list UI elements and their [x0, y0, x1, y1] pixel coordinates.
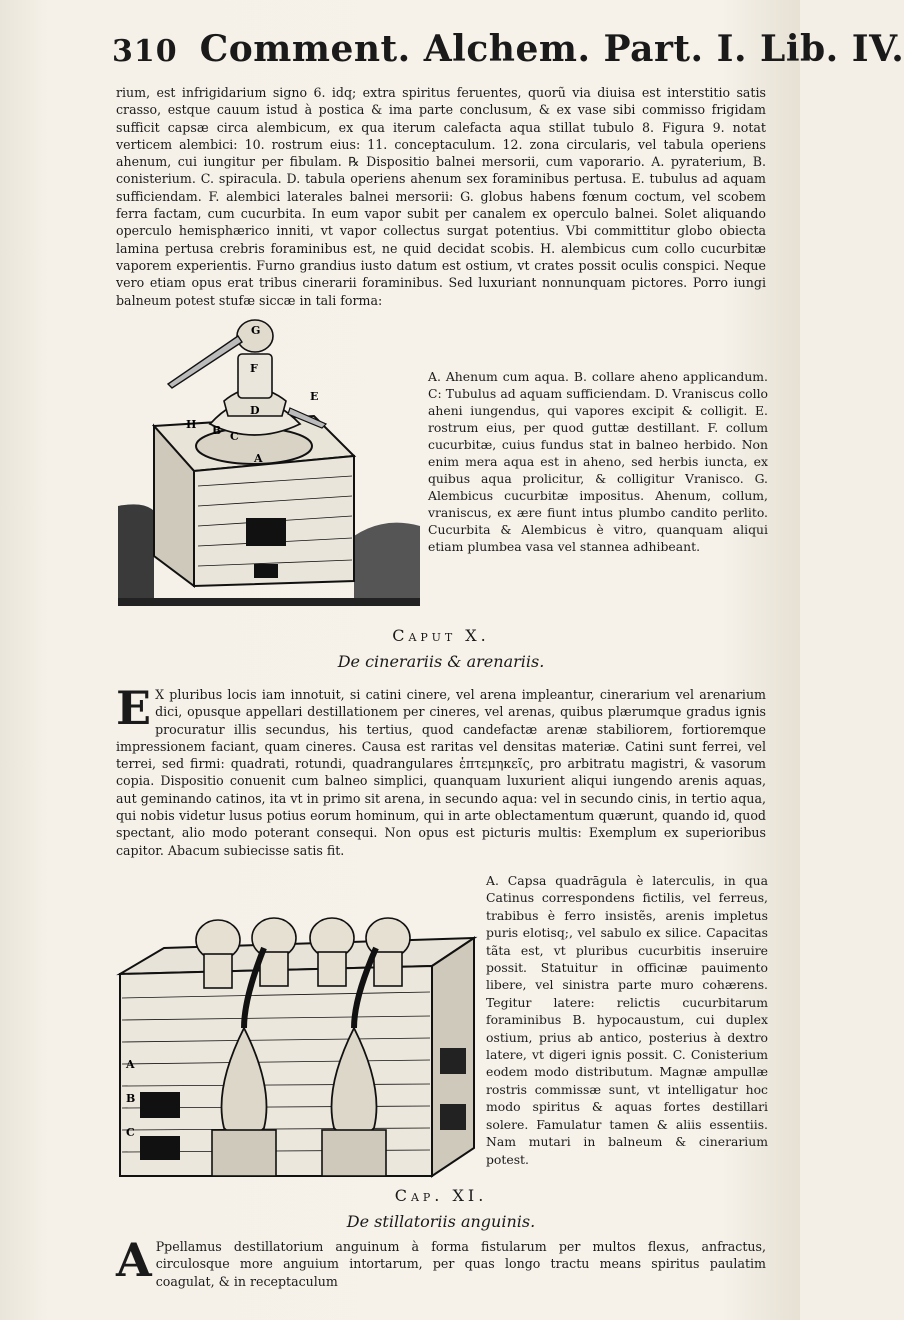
chapter-10-dropcap: E	[116, 681, 152, 735]
figure-2-caption: A. Capsa quadrāgula è laterculis, in qua Catinus correspondens fictilis, vel ferreus, trabibus è ferro insistẽs, arenis impletus puris elotisq;, vel sabulo ex silice. Capacitas tãta est, vt pluribus cucurbitis inseruire possit. Statuitur in officinæ pauimento libere, vel sinistra parte muro cohærens. Tegitur latere: relictis cucurbitarum foraminibus B. hypocaustum, cui duplex ostium, prius ab antico, posterius à dextro latere, vt digeri ignis possit. C. Conisterium eodem modo distributum. Magnæ ampullæ rostris commissæ sunt, vt intelligatur hoc modo spiritus & aquas fortes destillari solere. Famulatur tamen & aliis essentiis. Nam mutari in balneum & cinerarium potest.	[486, 873, 768, 1167]
chapter-11-heading: Cap. XI.	[394, 1186, 488, 1205]
chapter-10-body	[116, 681, 766, 859]
figure-2-illustration	[114, 908, 478, 1182]
fig1-label-c: C	[230, 430, 239, 443]
figure-capsa-arenaria	[114, 908, 478, 1182]
fig1-label-h: H	[186, 418, 197, 431]
chapter-11-text: Ppellamus destillatorium anguinum à forma fistularum per multos flexus, anfractus, circulosque more anguium intortarum, per quas longo tractu means spiritus paulatim coagulat, & in receptaculum	[155, 1239, 766, 1289]
chapter-11-body	[116, 1233, 766, 1290]
chapter-11-subtitle: De stillatoriis anguinis.	[346, 1212, 536, 1231]
fig2-label-a: A	[126, 1058, 135, 1071]
figure-1-caption: A. Ahenum cum aqua. B. collare aheno applicandum. C: Tubulus ad aquam sufficiendam. D. Vraniscus collo aheni iungendus, qui vapores excipit & colligit. E. rostrum eius, per quod guttæ destillant. F. collum cucurbitæ, cuius fundus stat in balneo herbido. Non enim mera aqua est in aheno, sed herbis iuncta, ex quibus aqua prolicitur, & colligitur Vranisco. G. Alembicus cucurbitæ impositus. Ahenum, collum, vraniscus, ex ære fiunt intus plumbo candito perlito. Cucurbita & Alembicus è vitro, quanquam aliqui etiam plumbea vasa vel stannea adhibeant.	[428, 369, 768, 554]
fig1-label-e: E	[310, 390, 319, 403]
fig1-label-d: D	[250, 404, 260, 417]
chapter-11-dropcap: A	[116, 1233, 152, 1287]
fig2-label-b: B	[126, 1092, 136, 1105]
fig1-label-f: F	[250, 362, 258, 375]
figure-1-illustration	[114, 306, 424, 612]
folio-number: 310	[112, 34, 178, 69]
chapter-10-text: X pluribus locis iam innotuit, si catini cinere, vel arena impleantur, cinerarium vel arenarium dici, opusque appellari destillationem per cineres, vel arenas, quibus plærumque gradus ignis procuratur illis secundus, his tertius, quod candefactæ arenæ stabiliorem, fortioremque impressionem faciant, quam cineres. Causa est raritas vel densitas materiæ. Catini sunt ferrei, vel terrei, sed firmi: quadrati, rotundi, quadrangulares ἑπτεμηκεῖς, pro arbitratu magistri, & vasorum copia. Dispositio conuenit cum balneo simplici, quanquam luxurient aliqui iungendo arenis aquas, aut geminando catinos, ita vt in primo sit arena, in secundo aqua: vel in secundo cinis, in tertio aqua, qui nobis videtur lusus potius eorum hominum, qui in arte oblectamentum quærunt, quando id, quod spectant, alio modo poterant consequi. Non opus est picturis multis: Exemplum ex superioribus capitor. Abacum subiecisse satis fit.	[116, 687, 766, 858]
opening-paragraph: rium, est infrigidarium signo 6. idq; extra spiritus feruentes, quorũ via diuisa est interstitio satis crasso, estque cauum istud à postica & ima parte conclusum, & ex vase sibi commisso frigidam sufficit capsæ circa alembicum, ex qua iterum calefacta aqua stillat tubulo 8. Figura 9. notat verticem alembici: 10. rostrum eius: 11. conceptaculum. 12. zona circularis, vel tabula operiens ahenum, cui iungitur per fibulam. ℞ Dispositio balnei mersorii, cum vaporario. A. pyraterium, B. conisterium. C. spiracula. D. tabula operiens ahenum sex foraminibus pertusa. E. tubulus ad aquam sufficiendam. F. alembici laterales balnei mersorii: G. globus habens fœnum coctum, vel scobem ferra factam, cum cucurbita. In eum vapor subit per canalem ex operculo balnei. Solet aliquando operculo hemisphærico inniti, vt vapor collectus surgat potentius. Vbi committitur globo obiecta lamina pertusa crebris foraminibus est, ne quid decidat scobis. H. alembicus cum collo cucurbitæ vaporem experientis. Furno grandius iusto datum est ostium, vt crates possit oculis conspici. Neque vero etiam opus erat tribus cinerarii foraminibus. Sed luxuriant nonnunquam pictores. Porro iungi balneum potest stufæ siccæ in tali forma:	[116, 85, 766, 308]
fig2-label-c: C	[126, 1126, 135, 1139]
chapter-10-subtitle: De cinerariis & arenariis.	[337, 652, 545, 671]
running-title: Comment. Alchem. Part. I. Lib. IV.	[199, 28, 904, 70]
fig1-label-g: G	[251, 324, 261, 337]
fig1-label-b: B	[212, 424, 222, 437]
fig1-label-a: A	[254, 452, 263, 465]
page-header	[112, 28, 904, 80]
chapter-10-heading: Caput X.	[392, 626, 490, 645]
figure-balneum-herbidum	[114, 306, 424, 612]
